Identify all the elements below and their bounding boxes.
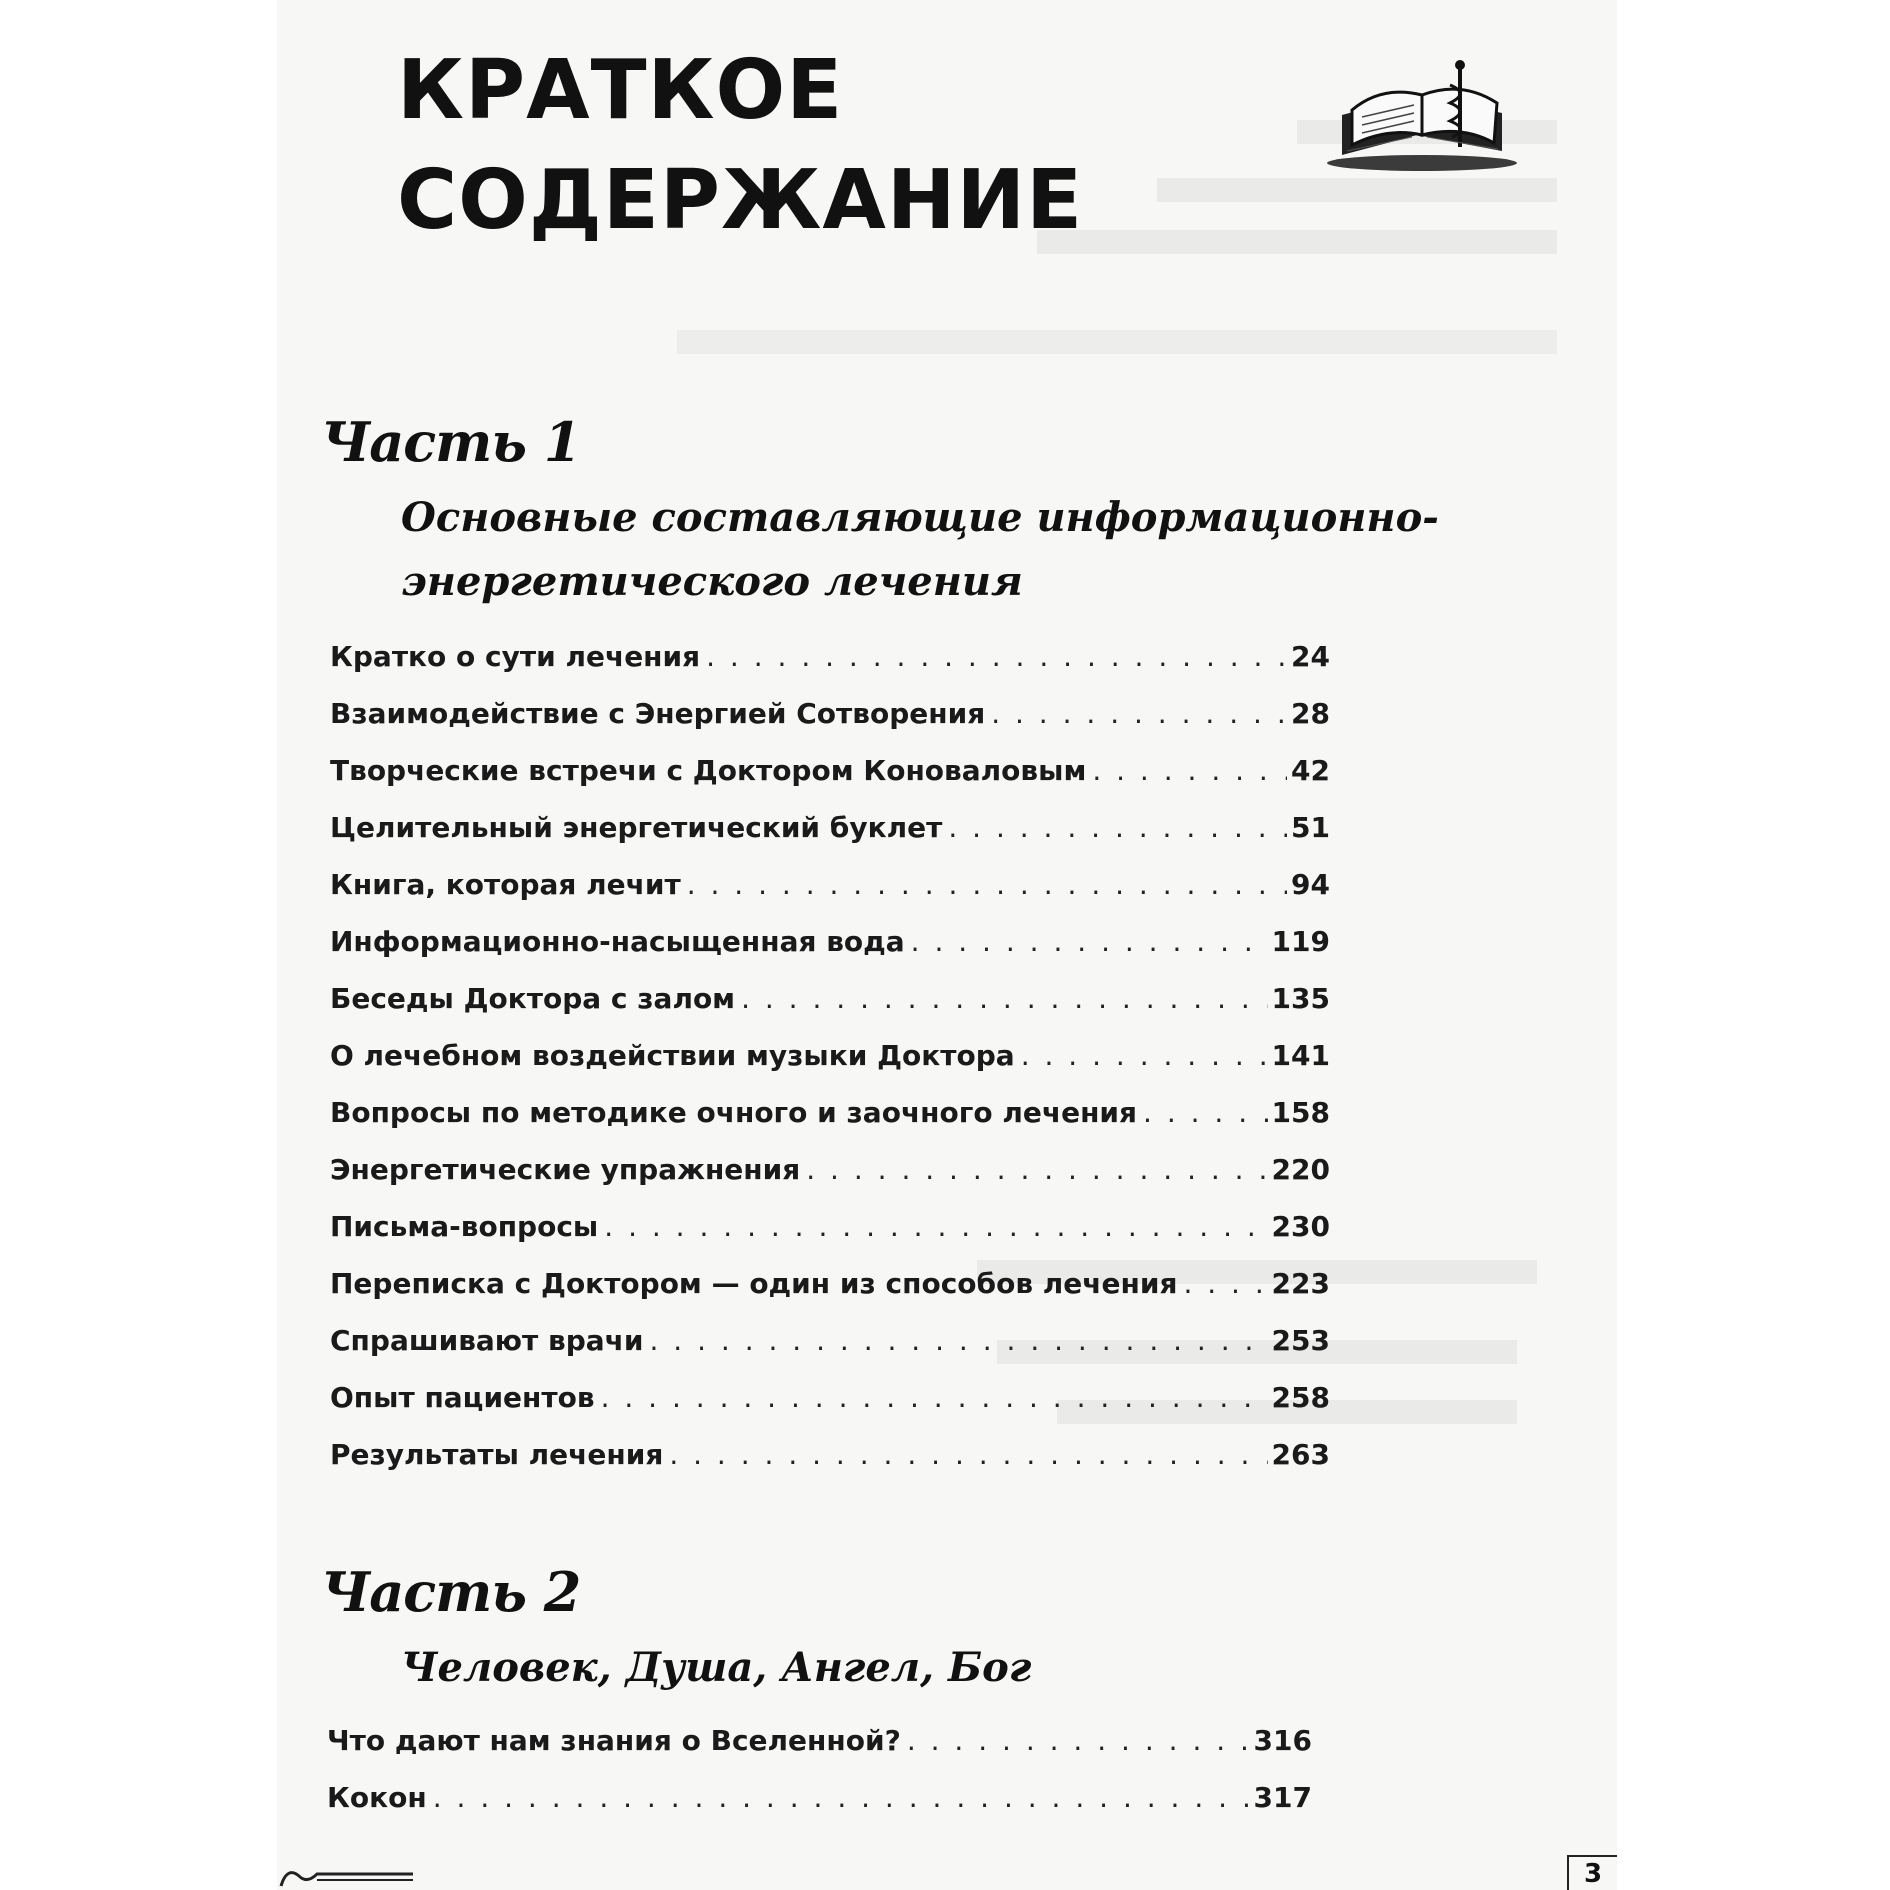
toc-entry[interactable] (330, 1153, 1330, 1210)
dot-leader (687, 868, 1287, 901)
toc-entry-page: 119 (1271, 925, 1330, 958)
toc-entry[interactable] (330, 868, 1330, 925)
open-book-with-caduceus-icon (1322, 55, 1522, 175)
toc-entry[interactable] (330, 1210, 1330, 1267)
toc-entry[interactable] (330, 811, 1330, 868)
dot-leader (911, 925, 1268, 958)
dot-leader (741, 982, 1267, 1015)
dot-leader (948, 811, 1287, 844)
dot-leader (991, 697, 1287, 730)
dot-leader (669, 1438, 1267, 1471)
dot-leader (907, 1724, 1250, 1757)
dot-leader (601, 1381, 1268, 1414)
toc-entry-page: 220 (1271, 1153, 1330, 1186)
part-1-subtitle-line-1: Основные составляющие информационно- (401, 494, 1439, 541)
bleed-through-mark (1037, 230, 1557, 254)
dot-leader (1021, 1039, 1268, 1072)
dot-leader (1092, 754, 1287, 787)
toc-entry-title: Опыт пациентов (330, 1381, 595, 1414)
toc-entry-title: Информационно-насыщенная вода (330, 925, 905, 958)
toc-entry-page: 51 (1291, 811, 1330, 844)
toc-entry-page: 24 (1291, 640, 1330, 673)
bleed-through-mark (1157, 178, 1557, 202)
toc-entry-title: Письма-вопросы (330, 1210, 599, 1243)
toc-entry-title: Что дают нам знания о Вселенной? (327, 1724, 901, 1757)
toc-entry[interactable] (330, 640, 1330, 697)
toc-entry-page: 263 (1271, 1438, 1330, 1471)
toc-entry-title: Спрашивают врачи (330, 1324, 644, 1357)
toc-entry[interactable] (330, 1324, 1330, 1381)
bleed-through-mark (677, 330, 1557, 354)
page-title: КРАТКОЕ СОДЕРЖАНИЕ (397, 43, 1084, 248)
part-1-subtitle-line-2: энергетического лечения (401, 558, 1023, 605)
dot-leader (706, 640, 1287, 673)
toc-entry-page: 135 (1271, 982, 1330, 1015)
toc-entry-page: 230 (1271, 1210, 1330, 1243)
toc-entry-page: 223 (1271, 1267, 1330, 1300)
toc-entry-page: 42 (1291, 754, 1330, 787)
toc-entry-title: Кратко о сути лечения (330, 640, 701, 673)
toc-entry[interactable] (330, 1096, 1330, 1153)
toc-entry-title: Энергетические упражнения (330, 1153, 801, 1186)
toc-entry-page: 141 (1271, 1039, 1330, 1072)
dot-leader (1183, 1267, 1267, 1300)
toc-entry-title: Творческие встречи с Доктором Коноваловым (330, 754, 1087, 787)
toc-entry-title: Кокон (327, 1781, 427, 1814)
toc-entry-title: Беседы Доктора с залом (330, 982, 736, 1015)
part-2-heading: Часть 2 (321, 1560, 581, 1624)
toc-entry[interactable] (330, 1267, 1330, 1324)
page-number: 3 (1567, 1855, 1617, 1890)
toc-entry-page: 258 (1271, 1381, 1330, 1414)
toc-entry[interactable] (327, 1724, 1312, 1781)
toc-entry-page: 316 (1253, 1724, 1312, 1757)
toc-entry-page: 28 (1291, 697, 1330, 730)
dot-leader (806, 1153, 1267, 1186)
toc-entry[interactable] (330, 754, 1330, 811)
toc-entry-page: 253 (1271, 1324, 1330, 1357)
part-2-subtitle: Человек, Душа, Ангел, Бог (401, 1644, 1032, 1691)
dot-leader (604, 1210, 1267, 1243)
toc-entry-title: О лечебном воздействии музыки Доктора (330, 1039, 1015, 1072)
toc-entry-title: Результаты лечения (330, 1438, 664, 1471)
toc-entry-title: Книга, которая лечит (330, 868, 681, 901)
part-1-heading: Часть 1 (321, 410, 581, 474)
toc-entry-page: 317 (1253, 1781, 1312, 1814)
toc-entry[interactable] (327, 1781, 1312, 1838)
toc-entry[interactable] (330, 982, 1330, 1039)
toc-entry-title: Вопросы по методике очного и заочного лечения (330, 1096, 1138, 1129)
part-1-toc-list (330, 640, 1330, 1495)
part-2-toc-list (327, 1724, 1312, 1838)
dot-leader (650, 1324, 1268, 1357)
toc-entry[interactable] (330, 697, 1330, 754)
toc-entry-page: 158 (1271, 1096, 1330, 1129)
toc-entry[interactable] (330, 1039, 1330, 1096)
dot-leader (1143, 1096, 1268, 1129)
dot-leader (433, 1781, 1250, 1814)
toc-entry[interactable] (330, 1438, 1330, 1495)
toc-entry-title: Переписка с Доктором — один из способов лечения (330, 1267, 1178, 1300)
book-page (277, 0, 1617, 1890)
footer-ornament (277, 1862, 417, 1890)
toc-entry[interactable] (330, 925, 1330, 982)
toc-entry-title: Взаимодействие с Энергией Сотворения (330, 697, 986, 730)
toc-entry-page: 94 (1291, 868, 1330, 901)
toc-entry-title: Целительный энергетический буклет (330, 811, 943, 844)
toc-entry[interactable] (330, 1381, 1330, 1438)
